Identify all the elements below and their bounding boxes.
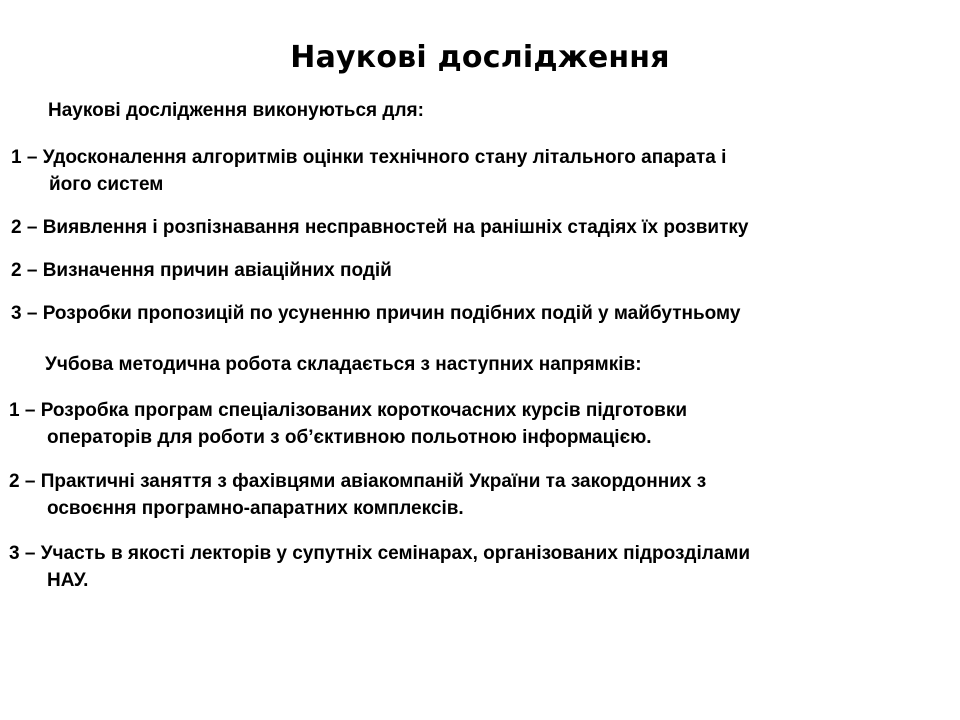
methodical-item-3 [9, 540, 750, 594]
research-item-4-line-1: 3 – Розробки пропозицій по усуненню причин подібних подій у майбутньому [11, 303, 741, 324]
methodical-item-2-line-1: 2 – Практичні заняття з фахівцями авіакомпаній України та закордонних з [9, 471, 707, 492]
research-intro: Наукові дослідження виконуються для: [48, 100, 424, 121]
methodical-item-2-line-2: освоєння програмно-апаратних комплексів. [47, 498, 464, 519]
research-item-2 [11, 214, 748, 241]
research-item-4 [11, 300, 740, 327]
research-item-1 [11, 144, 726, 198]
methodical-item-1 [9, 397, 687, 451]
slide-title: Наукові дослідження [290, 40, 670, 75]
research-item-3 [11, 257, 392, 284]
methodical-work-intro: Учбова методична робота складається з наступних напрямків: [45, 354, 642, 375]
research-item-3-line-1: 2 – Визначення причин авіаційних подій [11, 260, 392, 281]
methodical-item-3-line-1: 3 – Участь в якості лекторів у супутніх семінарах, організованих підрозділами [9, 543, 751, 564]
methodical-item-1-line-2: операторів для роботи з об’єктивною польотною інформацією. [47, 427, 652, 448]
methodical-item-1-line-1: 1 – Розробка програм спеціалізованих короткочасних курсів підготовки [9, 400, 688, 421]
methodical-item-3-line-2: НАУ. [47, 570, 89, 591]
research-item-1-line-1: 1 – Удосконалення алгоритмів оцінки технічного стану літального апарата і [11, 147, 727, 168]
research-item-1-line-2: його систем [49, 174, 164, 195]
research-item-2-line-1: 2 – Виявлення і розпізнавання несправностей на ранішніх стадіях їх розвитку [11, 217, 749, 238]
methodical-item-2 [9, 468, 706, 522]
